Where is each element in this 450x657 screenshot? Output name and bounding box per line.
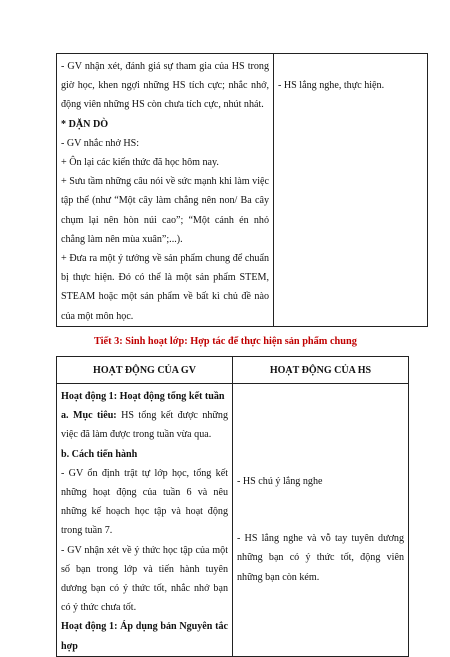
homework-item-review: + Ôn lại các kiến thức đã học hôm nay.: [61, 157, 219, 169]
header-student-activity: HOẠT ĐỘNG CỦA HS: [233, 357, 409, 384]
lesson-section-title: Tiết 3: Sinh hoạt lớp: Hợp tác để thực hiện sản phẩm chung: [94, 336, 357, 347]
continued-activity-table: [56, 53, 428, 327]
goal-text: HS tổng kết được những việc đã làm được trong tuần vừa qua.: [61, 410, 228, 441]
teacher-review-text: - GV nhận xét, đánh giá sự tham gia của HS trong giờ học, khen ngợi những HS tích cực; nhắc nhở, động viên những HS còn chưa tích cực, nhút nhát.: [61, 61, 269, 111]
teacher-activity-cell: [57, 54, 274, 327]
goal-label: a. Mục tiêu:: [61, 410, 117, 422]
student-activity-cell: [233, 384, 409, 657]
student-activity-cell: [274, 54, 428, 327]
homework-item-collect-quotes: + Sưu tầm những câu nói về sức mạnh khi làm việc tập thể (như “Một cây làm chẳng nên non/ Ba cây chụm lại nên hòn núi cao”; “Một cánh én nhỏ chẳng làm nên mùa xuân”;...).: [61, 176, 269, 245]
teacher-activity-cell: [57, 384, 233, 657]
homework-intro: - GV nhắc nhở HS:: [61, 137, 140, 149]
goal-paragraph: [61, 406, 228, 444]
activity-1-title: Hoạt động 1: Hoạt động tổng kết tuần: [61, 391, 225, 402]
student-response-text: - HS lắng nghe, thực hiện.: [278, 80, 385, 91]
header-teacher-activity: HOẠT ĐỘNG CỦA GV: [57, 357, 233, 384]
table-header-row: [57, 357, 409, 384]
class-activity-table: [56, 356, 409, 657]
method-label: b. Cách tiến hành: [61, 448, 138, 460]
teacher-step-2: - GV nhận xét về ý thức học tập của một số bạn trong lớp và tiến hành tuyên dương bạn có ý thức tốt, nhắc nhở bạn có ý thức chưa tốt.: [61, 544, 228, 614]
homework-item-product-idea: + Đưa ra một ý tưởng về sản phẩm chung để chuẩn bị thực hiện. Đó có thể là một sản phẩm STEM, STEAM hoặc một sản phẩm về bất kì chủ đề nào của một môn học.: [61, 253, 269, 322]
homework-heading: * DẶN DÒ: [61, 118, 109, 130]
student-step-2: - HS lắng nghe và vỗ tay tuyên dương những bạn có ý thức tốt, động viên những bạn còn kém.: [237, 533, 404, 583]
student-step-1: - HS chú ý lắng nghe: [237, 476, 323, 487]
teacher-step-1: - GV ổn định trật tự lớp học, tổng kết những hoạt động của tuần 6 và nêu những kế hoạch học tập và hoạt động trong tuần 7.: [61, 467, 228, 537]
activity-2-title: Hoạt động 1: Áp dụng bản Nguyên tắc hợp: [61, 621, 228, 652]
